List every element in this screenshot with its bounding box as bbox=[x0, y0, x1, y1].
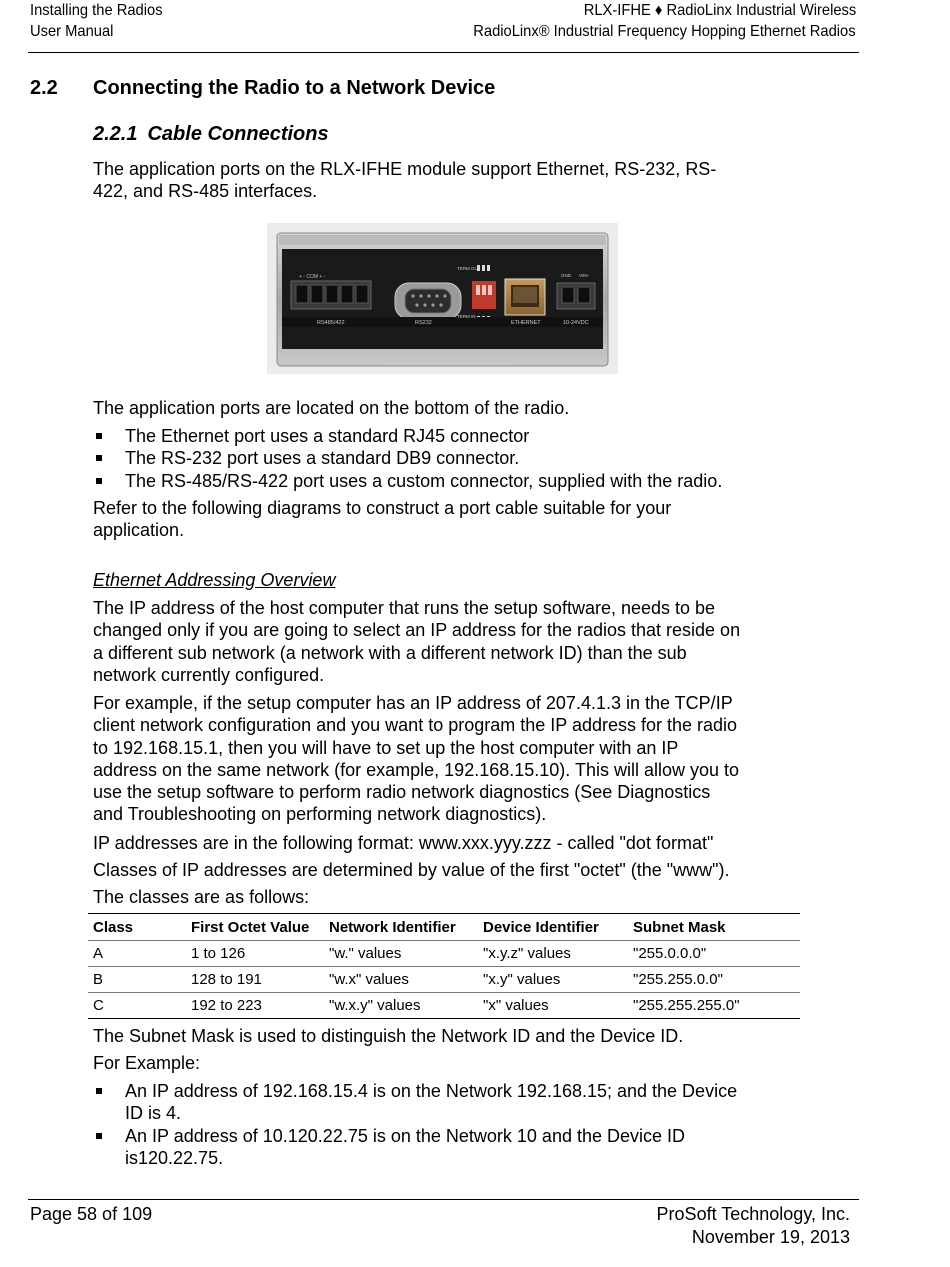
ip-line: The IP address of the host computer that runs the setup software, needs to be bbox=[93, 598, 716, 618]
list-item-line: An IP address of 192.168.15.4 is on the Network 192.168.15; and the Device bbox=[125, 1081, 738, 1101]
radio-ports-illustration bbox=[267, 223, 618, 374]
section-heading bbox=[30, 77, 495, 100]
page-number: Page 58 of 109 bbox=[30, 1204, 153, 1224]
intro-paragraph bbox=[93, 158, 803, 203]
subsection-heading bbox=[93, 123, 329, 146]
table-cell: B bbox=[88, 967, 186, 993]
col-first-octet: First Octet Value bbox=[186, 914, 324, 941]
table-row bbox=[88, 993, 800, 1019]
header-doc-title: Installing the Radios bbox=[30, 2, 163, 19]
list-item-line: ID is 4. bbox=[125, 1103, 182, 1124]
example-line: to 192.168.15.1, then you will have to set up the host computer with an IP bbox=[93, 737, 679, 758]
table-row bbox=[88, 941, 800, 967]
radio-ports-photo bbox=[267, 223, 618, 374]
table-cell: "x" values bbox=[478, 993, 628, 1019]
for-example-text: For Example: bbox=[93, 1053, 201, 1073]
label-power: 10-24VDC bbox=[563, 320, 589, 326]
table-cell: "w." values bbox=[324, 941, 478, 967]
intro-line: The application ports on the RLX-IFHE module support Ethernet, RS-232, RS- bbox=[93, 159, 717, 179]
subsection-title: Cable Connections bbox=[147, 123, 329, 145]
table-cell: "w.x.y" values bbox=[324, 993, 478, 1019]
example-bullet-list bbox=[93, 1080, 803, 1169]
classes-follow-text: The classes are as follows: bbox=[93, 887, 310, 907]
table-cell: "255.255.0.0" bbox=[628, 967, 800, 993]
label-rs485: RS485/422 bbox=[317, 320, 345, 326]
example-line: client network configuration and you want to program the IP address for the radio bbox=[93, 715, 738, 736]
classes-text: Classes of IP addresses are determined by value of the first "octet" (the "www"). bbox=[93, 860, 730, 880]
example-line: use the setup software to perform radio network diagnostics (See Diagnostics bbox=[93, 782, 711, 803]
example-line: and Troubleshooting on performing network diagnostics). bbox=[93, 804, 547, 825]
ports-location-text: The application ports are located on the bottom of the radio. bbox=[93, 398, 570, 418]
header-rule bbox=[28, 52, 859, 53]
col-class: Class bbox=[88, 914, 186, 941]
example-paragraph bbox=[93, 692, 803, 826]
label-term-in: TERM IN bbox=[457, 314, 476, 319]
table-cell: 128 to 191 bbox=[186, 967, 324, 993]
list-item-line: is120.22.75. bbox=[125, 1147, 224, 1168]
table-cell: "255.0.0.0" bbox=[628, 941, 800, 967]
header-product-line: RadioLinx® Industrial Frequency Hopping Ethernet Radios bbox=[473, 23, 856, 40]
footer-date: November 19, 2013 bbox=[691, 1227, 850, 1247]
port-bullet-list bbox=[93, 425, 803, 492]
refer-line: application. bbox=[93, 520, 185, 541]
label-vin: VIN+ bbox=[579, 273, 590, 278]
table-cell: 192 to 223 bbox=[186, 993, 324, 1019]
header-doc-type: User Manual bbox=[30, 23, 114, 40]
label-term-out: TERM OUT bbox=[457, 266, 481, 271]
table-cell: A bbox=[88, 941, 186, 967]
refer-line: Refer to the following diagrams to construct a port cable suitable for your bbox=[93, 498, 672, 518]
list-item bbox=[93, 1125, 803, 1170]
ip-classes-table bbox=[88, 913, 800, 1019]
ip-paragraph bbox=[93, 597, 803, 686]
table-cell: 1 to 126 bbox=[186, 941, 324, 967]
section-number: 2.2 bbox=[30, 77, 58, 99]
col-subnet-mask: Subnet Mask bbox=[628, 914, 800, 941]
table-row bbox=[88, 967, 800, 993]
table-cell: "x.y.z" values bbox=[478, 941, 628, 967]
ip-line: changed only if you are going to select an IP address for the radios that reside on bbox=[93, 620, 741, 641]
list-item: The RS-485/RS-422 port uses a custom connector, supplied with the radio. bbox=[93, 470, 803, 492]
list-item: The RS-232 port uses a standard DB9 connector. bbox=[93, 447, 803, 469]
footer-rule bbox=[28, 1199, 859, 1200]
list-item-line: An IP address of 10.120.22.75 is on the Network 10 and the Device ID bbox=[125, 1125, 686, 1146]
table-cell: "255.255.255.0" bbox=[628, 993, 800, 1019]
ip-line: network currently configured. bbox=[93, 664, 325, 685]
table-cell: "w.x" values bbox=[324, 967, 478, 993]
svg-text:+ - COM + -: + - COM + - bbox=[299, 274, 326, 280]
footer-company: ProSoft Technology, Inc. bbox=[656, 1204, 850, 1224]
refer-paragraph bbox=[93, 497, 803, 542]
ethernet-addressing-heading: Ethernet Addressing Overview bbox=[93, 570, 336, 590]
subnet-mask-text: The Subnet Mask is used to distinguish the Network ID and the Device ID. bbox=[93, 1026, 684, 1046]
intro-line: 422, and RS-485 interfaces. bbox=[93, 181, 318, 202]
list-item bbox=[93, 1080, 803, 1125]
dot-format-text: IP addresses are in the following format: www.xxx.yyy.zzz - called "dot format" bbox=[93, 833, 714, 853]
example-line: address on the same network (for example, 192.168.15.10). This will allow you to bbox=[93, 759, 740, 780]
table-cell: C bbox=[88, 993, 186, 1019]
list-item: The Ethernet port uses a standard RJ45 connector bbox=[93, 425, 803, 447]
label-gnd: GND bbox=[561, 273, 571, 278]
table-cell: "x.y" values bbox=[478, 967, 628, 993]
header-product: RLX-IFHE ♦ RadioLinx Industrial Wireless bbox=[583, 2, 856, 19]
section-title: Connecting the Radio to a Network Device bbox=[93, 77, 496, 99]
col-network-id: Network Identifier bbox=[324, 914, 478, 941]
label-ethernet: ETHERNET bbox=[511, 320, 541, 326]
table-header-row bbox=[88, 914, 800, 941]
col-device-id: Device Identifier bbox=[478, 914, 628, 941]
ip-line: a different sub network (a network with a different network ID) than the sub bbox=[93, 642, 687, 663]
example-line: For example, if the setup computer has an IP address of 207.4.1.3 in the TCP/IP bbox=[93, 693, 733, 713]
label-rs232: RS232 bbox=[415, 320, 432, 326]
subsection-number: 2.2.1 bbox=[93, 123, 138, 145]
